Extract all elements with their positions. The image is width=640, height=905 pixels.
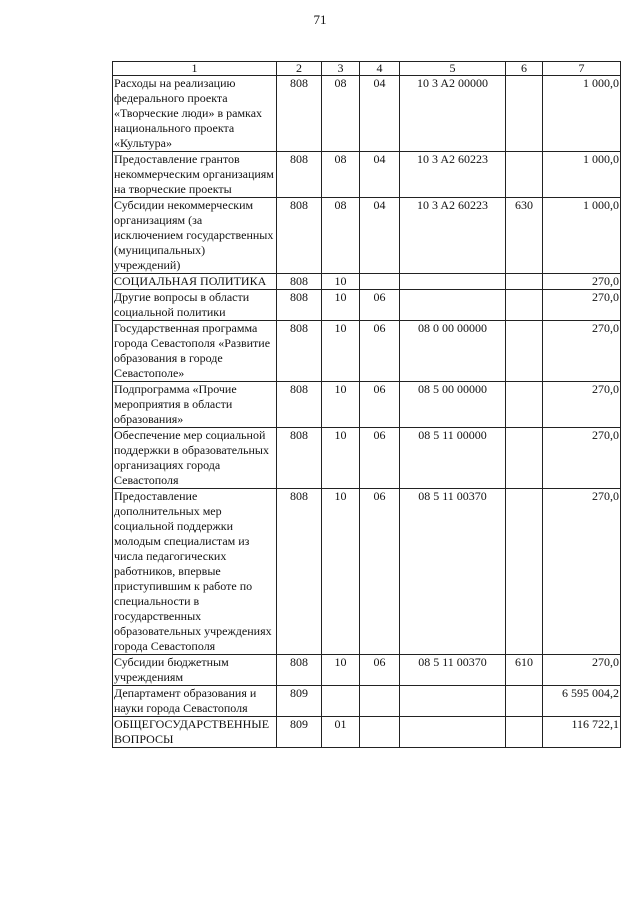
row-rz bbox=[322, 686, 360, 717]
row-ved: 809 bbox=[277, 717, 322, 748]
row-csr bbox=[400, 274, 506, 290]
row-name: Субсидии бюджетным учреждениям bbox=[113, 655, 277, 686]
row-sum: 270,0 bbox=[543, 489, 621, 655]
row-rz: 10 bbox=[322, 290, 360, 321]
row-name: СОЦИАЛЬНАЯ ПОЛИТИКА bbox=[113, 274, 277, 290]
table-row bbox=[113, 428, 621, 489]
table-row bbox=[113, 321, 621, 382]
row-vr bbox=[506, 428, 543, 489]
table-row bbox=[113, 717, 621, 748]
column-header: 4 bbox=[360, 62, 400, 76]
row-sum: 116 722,1 bbox=[543, 717, 621, 748]
row-vr bbox=[506, 321, 543, 382]
row-rz: 10 bbox=[322, 274, 360, 290]
row-sum: 270,0 bbox=[543, 655, 621, 686]
row-rz: 08 bbox=[322, 152, 360, 198]
row-name: ОБЩЕГОСУДАРСТВЕННЫЕ ВОПРОСЫ bbox=[113, 717, 277, 748]
column-header: 2 bbox=[277, 62, 322, 76]
row-sum: 1 000,0 bbox=[543, 198, 621, 274]
row-csr bbox=[400, 686, 506, 717]
row-ved: 808 bbox=[277, 274, 322, 290]
row-pr: 06 bbox=[360, 321, 400, 382]
row-csr: 08 5 11 00370 bbox=[400, 655, 506, 686]
row-pr: 04 bbox=[360, 76, 400, 152]
row-pr: 06 bbox=[360, 655, 400, 686]
row-sum: 270,0 bbox=[543, 382, 621, 428]
row-ved: 808 bbox=[277, 489, 322, 655]
row-ved: 808 bbox=[277, 321, 322, 382]
row-rz: 08 bbox=[322, 198, 360, 274]
page-number: 71 bbox=[313, 12, 327, 27]
row-pr: 04 bbox=[360, 152, 400, 198]
row-vr bbox=[506, 382, 543, 428]
row-vr bbox=[506, 717, 543, 748]
row-pr bbox=[360, 274, 400, 290]
row-sum: 270,0 bbox=[543, 274, 621, 290]
row-rz: 01 bbox=[322, 717, 360, 748]
row-pr bbox=[360, 717, 400, 748]
row-vr bbox=[506, 152, 543, 198]
row-vr bbox=[506, 489, 543, 655]
row-ved: 808 bbox=[277, 76, 322, 152]
row-vr: 610 bbox=[506, 655, 543, 686]
row-rz: 08 bbox=[322, 76, 360, 152]
row-pr: 06 bbox=[360, 290, 400, 321]
table-row bbox=[113, 274, 621, 290]
row-csr: 08 5 00 00000 bbox=[400, 382, 506, 428]
row-csr: 08 5 11 00370 bbox=[400, 489, 506, 655]
row-sum: 6 595 004,2 bbox=[543, 686, 621, 717]
table-row bbox=[113, 290, 621, 321]
table-row bbox=[113, 152, 621, 198]
table-row bbox=[113, 686, 621, 717]
row-sum: 1 000,0 bbox=[543, 76, 621, 152]
row-name: Обеспечение мер социальной поддержки в образовательных организациях города Севастополя bbox=[113, 428, 277, 489]
column-header: 5 bbox=[400, 62, 506, 76]
row-rz: 10 bbox=[322, 428, 360, 489]
row-ved: 808 bbox=[277, 290, 322, 321]
row-pr: 06 bbox=[360, 428, 400, 489]
row-ved: 808 bbox=[277, 655, 322, 686]
row-name: Предоставление дополнительных мер социальной поддержки молодым специалистам из числа педагогических работников, впервые приступившим к работе по специальности в государственных образовательных учреждениях города Севастополя bbox=[113, 489, 277, 655]
row-name: Департамент образования и науки города Севастополя bbox=[113, 686, 277, 717]
row-sum: 270,0 bbox=[543, 428, 621, 489]
row-pr: 06 bbox=[360, 382, 400, 428]
row-rz: 10 bbox=[322, 489, 360, 655]
row-pr: 06 bbox=[360, 489, 400, 655]
row-rz: 10 bbox=[322, 382, 360, 428]
row-csr: 08 5 11 00000 bbox=[400, 428, 506, 489]
row-ved: 809 bbox=[277, 686, 322, 717]
table-row bbox=[113, 655, 621, 686]
row-vr bbox=[506, 290, 543, 321]
row-sum: 270,0 bbox=[543, 321, 621, 382]
row-name: Расходы на реализацию федерального проекта «Творческие люди» в рамках национального проекта «Культура» bbox=[113, 76, 277, 152]
budget-table bbox=[112, 61, 621, 748]
row-name: Другие вопросы в области социальной политики bbox=[113, 290, 277, 321]
row-sum: 1 000,0 bbox=[543, 152, 621, 198]
row-csr: 10 3 A2 00000 bbox=[400, 76, 506, 152]
table-row bbox=[113, 382, 621, 428]
row-csr bbox=[400, 290, 506, 321]
column-header: 3 bbox=[322, 62, 360, 76]
row-rz: 10 bbox=[322, 655, 360, 686]
table-row bbox=[113, 76, 621, 152]
row-ved: 808 bbox=[277, 198, 322, 274]
table-row bbox=[113, 198, 621, 274]
row-name: Субсидии некоммерческим организациям (за исключением государственных (муниципальных) учреждений) bbox=[113, 198, 277, 274]
row-sum: 270,0 bbox=[543, 290, 621, 321]
row-csr: 10 3 A2 60223 bbox=[400, 152, 506, 198]
column-header: 7 bbox=[543, 62, 621, 76]
row-ved: 808 bbox=[277, 382, 322, 428]
row-ved: 808 bbox=[277, 428, 322, 489]
row-vr bbox=[506, 686, 543, 717]
column-header: 1 bbox=[113, 62, 277, 76]
row-name: Подпрограмма «Прочие мероприятия в области образования» bbox=[113, 382, 277, 428]
header-row bbox=[113, 62, 621, 76]
row-vr bbox=[506, 274, 543, 290]
row-vr: 630 bbox=[506, 198, 543, 274]
row-name: Предоставление грантов некоммерческим организациям на творческие проекты bbox=[113, 152, 277, 198]
column-header: 6 bbox=[506, 62, 543, 76]
row-csr bbox=[400, 717, 506, 748]
row-rz: 10 bbox=[322, 321, 360, 382]
row-vr bbox=[506, 76, 543, 152]
row-csr: 08 0 00 00000 bbox=[400, 321, 506, 382]
row-csr: 10 3 A2 60223 bbox=[400, 198, 506, 274]
table-row bbox=[113, 489, 621, 655]
row-pr: 04 bbox=[360, 198, 400, 274]
row-ved: 808 bbox=[277, 152, 322, 198]
row-pr bbox=[360, 686, 400, 717]
row-name: Государственная программа города Севастополя «Развитие образования в городе Севастополе» bbox=[113, 321, 277, 382]
